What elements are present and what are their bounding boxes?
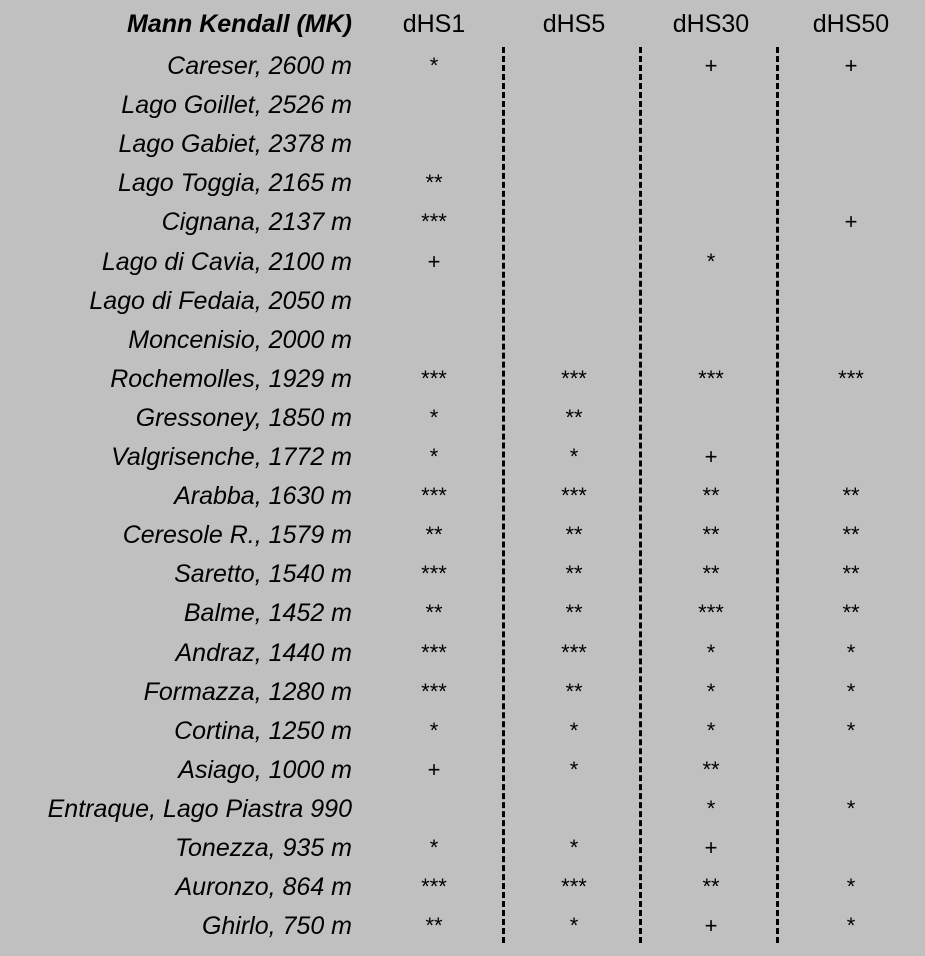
significance-cell: ***	[421, 483, 447, 509]
site-label: Gressoney, 1850 m	[135, 403, 352, 432]
site-label: Lago Toggia, 2165 m	[118, 169, 352, 198]
significance-cell: **	[425, 913, 443, 939]
significance-cell: **	[842, 483, 860, 509]
significance-cell: *	[569, 717, 579, 743]
significance-cell: *	[846, 717, 856, 743]
table-row	[0, 636, 925, 675]
significance-cell: **	[842, 522, 860, 548]
significance-cell: **	[565, 522, 583, 548]
table-row	[0, 166, 925, 205]
significance-cell: **	[702, 874, 720, 900]
significance-cell: *	[846, 913, 856, 939]
site-label: Cignana, 2137 m	[161, 208, 352, 237]
significance-cell: *	[429, 835, 439, 860]
significance-cell: +	[704, 913, 718, 939]
significance-cell: +	[704, 53, 718, 78]
significance-cell: *	[706, 678, 716, 704]
significance-cell: ***	[421, 365, 447, 391]
significance-cell: +	[844, 53, 858, 78]
significance-cell: *	[706, 795, 716, 821]
significance-cell: *	[706, 248, 716, 274]
site-label: Saretto, 1540 m	[174, 560, 352, 589]
table-row	[0, 909, 925, 948]
table-row	[0, 675, 925, 714]
significance-cell: *	[846, 639, 856, 665]
table-row	[0, 557, 925, 596]
significance-cell: ***	[838, 365, 864, 391]
significance-cell: *	[429, 53, 439, 78]
column-header-dhs5: dHS5	[542, 10, 606, 38]
significance-cell: ***	[421, 561, 447, 587]
significance-cell: *	[846, 874, 856, 900]
site-label: Lago Goillet, 2526 m	[121, 91, 352, 120]
site-label: Auronzo, 864 m	[175, 873, 352, 902]
significance-cell: +	[844, 209, 858, 235]
site-label: Cortina, 1250 m	[174, 716, 352, 745]
significance-cell: *	[846, 678, 856, 704]
significance-cell: **	[842, 600, 860, 626]
site-label: Ghirlo, 750 m	[201, 912, 352, 941]
significance-cell: *	[569, 444, 579, 469]
site-label: Rochemolles, 1929 m	[110, 364, 352, 393]
table-row	[0, 401, 925, 440]
table-row	[0, 753, 925, 792]
significance-cell: *	[569, 756, 579, 782]
significance-cell: ***	[698, 365, 724, 391]
significance-cell: ***	[561, 874, 587, 900]
site-label: Lago di Cavia, 2100 m	[101, 247, 352, 276]
table-row	[0, 245, 925, 284]
table-row	[0, 362, 925, 401]
significance-cell: ***	[421, 678, 447, 704]
significance-cell: ***	[561, 365, 587, 391]
table-row	[0, 88, 925, 127]
table-row	[0, 596, 925, 635]
significance-cell: **	[702, 561, 720, 587]
significance-cell: ***	[421, 874, 447, 900]
significance-cell: **	[565, 678, 583, 704]
significance-cell: ***	[698, 600, 724, 626]
site-label: Arabba, 1630 m	[174, 482, 352, 511]
table-row	[0, 792, 925, 831]
site-label: Lago di Fedaia, 2050 m	[89, 286, 352, 315]
significance-cell: ***	[561, 639, 587, 665]
significance-cell: *	[429, 444, 439, 469]
table-row	[0, 870, 925, 909]
site-label: Careser, 2600 m	[167, 52, 352, 80]
significance-cell: +	[704, 444, 718, 469]
significance-cell: *	[706, 639, 716, 665]
significance-cell: *	[429, 404, 439, 430]
significance-cell: *	[569, 913, 579, 939]
site-label: Tonezza, 935 m	[175, 834, 352, 862]
significance-cell: **	[842, 561, 860, 587]
table-row	[0, 440, 925, 479]
site-label: Asiago, 1000 m	[178, 755, 352, 784]
significance-cell: *	[846, 795, 856, 821]
table-row	[0, 518, 925, 557]
table-row	[0, 831, 925, 870]
site-label: Formazza, 1280 m	[143, 677, 352, 706]
table-title: Mann Kendall (MK)	[127, 10, 352, 38]
significance-cell: *	[706, 717, 716, 743]
site-label: Valgrisenche, 1772 m	[111, 443, 352, 471]
significance-cell: ***	[421, 209, 447, 235]
site-label: Balme, 1452 m	[183, 599, 352, 628]
significance-cell: ***	[561, 483, 587, 509]
column-header-dhs30: dHS30	[672, 10, 750, 38]
site-label: Andraz, 1440 m	[175, 638, 352, 667]
column-header-dhs1: dHS1	[402, 10, 466, 38]
significance-cell: **	[425, 170, 443, 196]
significance-cell: **	[565, 561, 583, 587]
significance-cell: *	[429, 717, 439, 743]
significance-cell: +	[704, 835, 718, 860]
significance-cell: *	[569, 835, 579, 860]
table-row	[0, 323, 925, 362]
table-row	[0, 714, 925, 753]
significance-cell: ***	[421, 639, 447, 665]
table-row	[0, 205, 925, 244]
significance-cell: +	[427, 248, 441, 274]
significance-cell: **	[425, 600, 443, 626]
site-label: Lago Gabiet, 2378 m	[118, 130, 352, 159]
significance-cell: **	[702, 756, 720, 782]
table-row	[0, 284, 925, 323]
significance-cell: +	[427, 756, 441, 782]
site-label: Moncenisio, 2000 m	[128, 325, 352, 354]
significance-cell: **	[702, 522, 720, 548]
table-row	[0, 127, 925, 166]
site-label: Ceresole R., 1579 m	[122, 521, 352, 550]
significance-cell: **	[425, 522, 443, 548]
significance-cell: **	[702, 483, 720, 509]
table-row	[0, 479, 925, 518]
significance-cell: **	[565, 600, 583, 626]
column-header-dhs50: dHS50	[812, 10, 890, 38]
table-row	[0, 49, 925, 88]
significance-cell: **	[565, 404, 583, 430]
site-label: Entraque, Lago Piastra 990	[47, 794, 352, 823]
